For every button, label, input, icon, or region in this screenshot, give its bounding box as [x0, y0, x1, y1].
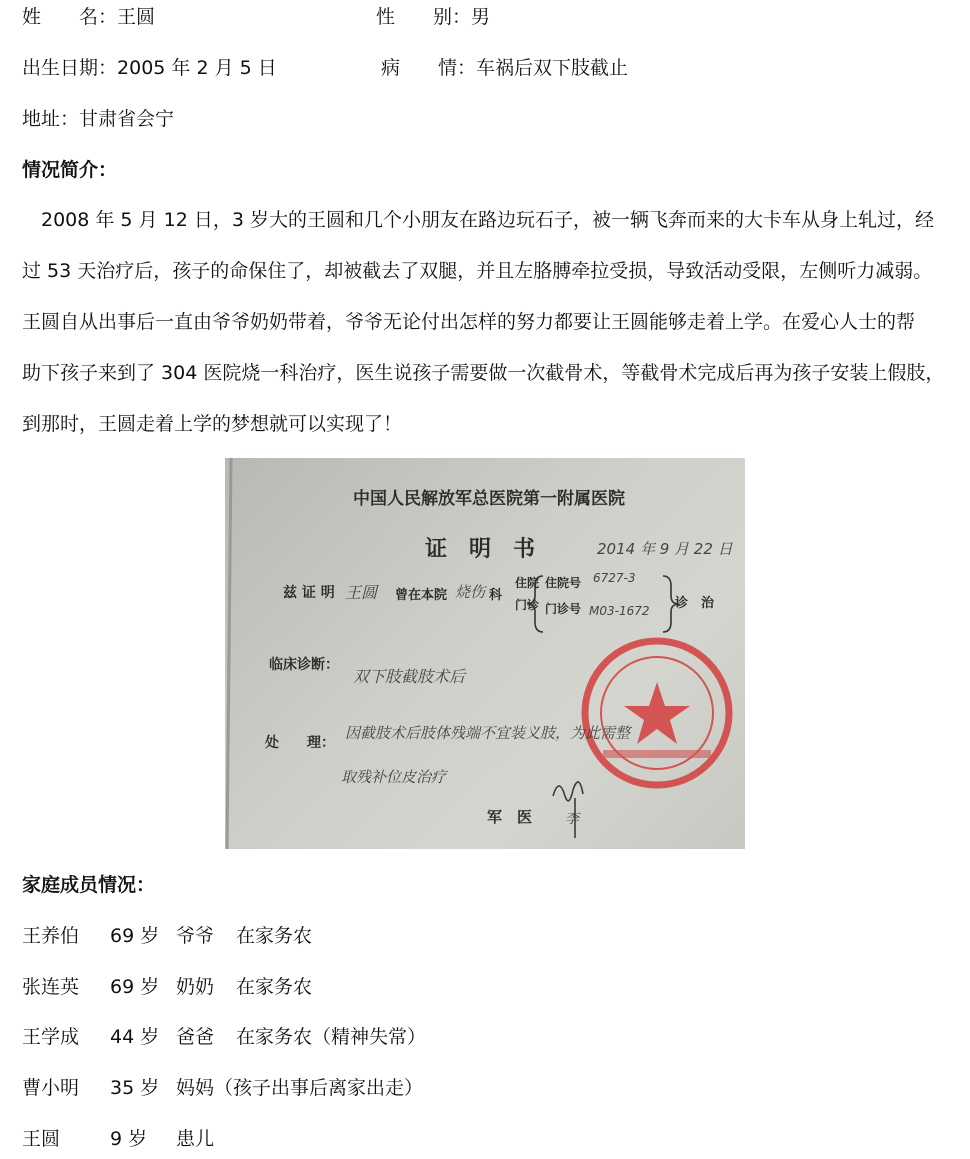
name-row — [22, 5, 155, 29]
intro-heading: 情况简介： — [22, 159, 118, 181]
address-label: 地址： — [22, 108, 80, 130]
name-label: 姓 名： — [22, 6, 118, 28]
intro-line-4: 助下孩子来到了 304 医院烧一科治疗，医生说孩子需要做一次截骨术，等截骨术完成后再为孩子安装上假肢， — [22, 362, 945, 384]
cert-prefix: 兹 证 明 — [283, 585, 335, 601]
member-name: 王养伯 — [22, 925, 80, 947]
cert-dept-suffix: 科 — [489, 588, 503, 603]
cert-diagnosis: 双下肢截肢术后 — [353, 667, 466, 686]
member-name: 张连英 — [22, 976, 80, 998]
member-name: 曹小明 — [22, 1077, 80, 1099]
member-age: 44 岁 — [110, 1026, 160, 1048]
intro-line-3: 王圆自从出事后一直由爷爷奶奶带着，爷爷无论付出怎样的努力都要让王圆能够走着上学。在爱心人士的帮 — [22, 311, 916, 333]
cert-treatment-label: 处 理： — [265, 735, 335, 751]
member-age: 9 岁 — [110, 1128, 148, 1150]
certificate-photo — [225, 458, 745, 849]
cert-title: 证 明 书 — [425, 536, 536, 562]
intro-line-5: 到那时，王圆走着上学的梦想就可以实现了！ — [22, 413, 403, 435]
cert-diagnosis-label: 临床诊断： — [269, 657, 339, 673]
member-relation: 奶奶 — [176, 976, 215, 998]
member-name: 王学成 — [22, 1026, 80, 1048]
intro-line-2: 过 53 天治疗后，孩子的命保住了，却被截去了双腿，并且左胳膊牵拉受损，导致活动受限，左侧听力减弱。 — [22, 260, 933, 282]
cert-outpatient-no: M03-1672 — [589, 604, 650, 618]
address-row — [22, 107, 174, 131]
cert-dept: 烧伤 — [455, 583, 486, 601]
cert-inpatient-no: 6727-3 — [593, 571, 636, 585]
birth-value: 2005 年 2 月 5 日 — [117, 57, 277, 79]
birth-row — [22, 56, 277, 80]
member-note: 在家务农 — [236, 925, 313, 947]
illness-value: 车祸后双下肢截止 — [476, 57, 629, 79]
sex-value: 男 — [471, 6, 491, 28]
member-age: 69 岁 — [110, 976, 160, 998]
cert-treated: 诊 治 — [675, 596, 715, 611]
address-value: 甘肃省会宁 — [79, 108, 175, 130]
sex-row — [376, 5, 490, 29]
birth-label: 出生日期： — [22, 57, 118, 79]
cert-inpatient-no-label: 住院号 — [545, 576, 582, 590]
member-relation: 爸爸 — [176, 1026, 215, 1048]
family-heading: 家庭成员情况： — [22, 874, 156, 896]
cert-date: 2014 年 9 月 22 日 — [597, 540, 733, 558]
cert-inpatient: 住院 — [515, 576, 540, 590]
intro-paragraph — [22, 195, 957, 450]
cert-doctor-signature: 李 — [565, 811, 579, 827]
name-value: 王圆 — [117, 6, 156, 28]
cert-treatment-line-2: 取残补位皮治疗 — [341, 768, 447, 786]
member-relation: 患儿 — [176, 1128, 215, 1150]
member-note: 在家务农 — [236, 976, 313, 998]
member-relation: 爷爷 — [176, 925, 215, 947]
sex-label: 性 别： — [376, 6, 472, 28]
cert-treatment-line-1: 因截肢术后肢体残端不宜装义肢，为此需整 — [345, 724, 631, 742]
member-relation: 妈妈（孩子出事后离家出走） — [176, 1077, 424, 1099]
member-name: 王圆 — [22, 1128, 61, 1150]
hospital-stamp — [585, 641, 729, 785]
member-age: 35 岁 — [110, 1077, 160, 1099]
cert-hospital-name: 中国人民解放军总医院第一附属医院 — [353, 489, 625, 509]
illness-row — [381, 56, 628, 80]
cert-at-hospital: 曾在本院 — [395, 588, 448, 603]
cert-outpatient: 门诊 — [515, 598, 540, 612]
illness-label: 病 情： — [381, 57, 477, 79]
cert-patient: 王圆 — [345, 583, 378, 602]
intro-line-1: 2008 年 5 月 12 日，3 岁大的王圆和几个小朋友在路边玩石子，被一辆飞奔而来的大卡车从身上轧过，经 — [22, 209, 934, 231]
cert-outpatient-no-label: 门诊号 — [545, 602, 582, 616]
member-note: 在家务农（精神失常） — [236, 1026, 427, 1048]
cert-doctor-label: 军 医 — [487, 808, 533, 826]
member-age: 69 岁 — [110, 925, 160, 947]
